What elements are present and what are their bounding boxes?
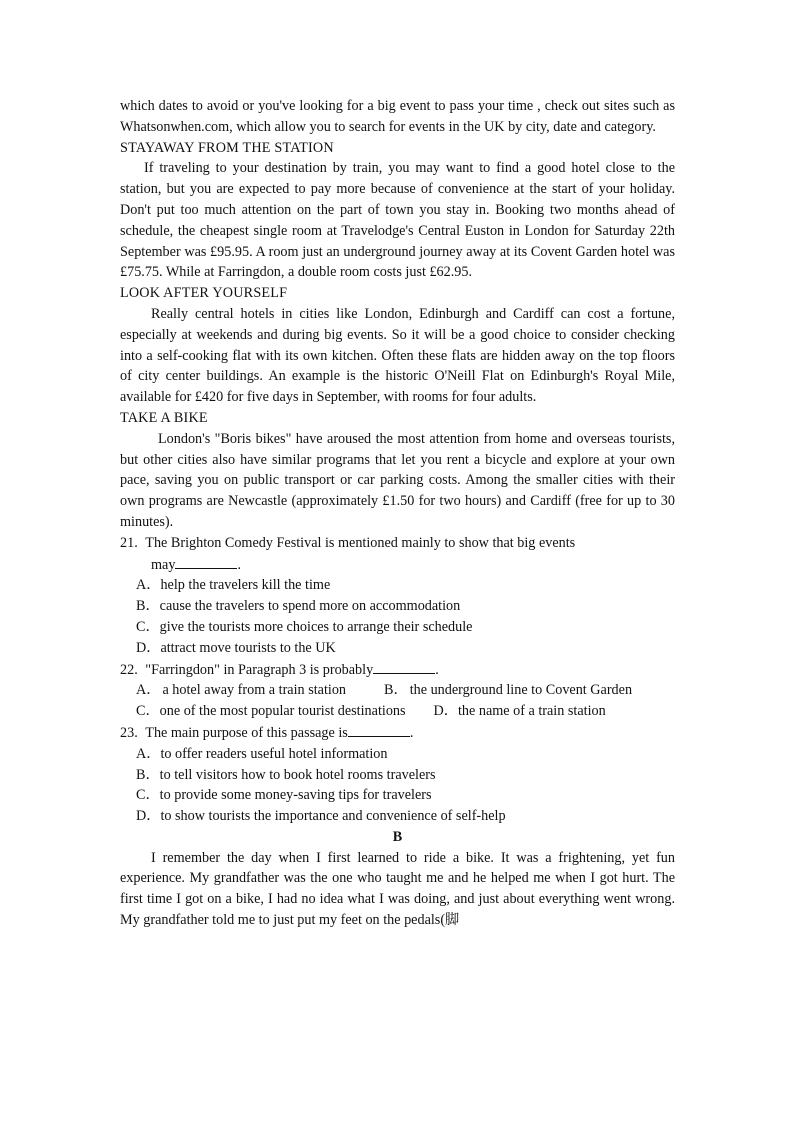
options-row-cd [120, 701, 675, 722]
option-letter: B． [384, 682, 408, 699]
options-row-ab [120, 680, 675, 701]
section-heading-bike: TAKE A BIKE [120, 409, 208, 426]
option-c[interactable] [120, 785, 675, 806]
option-letter: C． [136, 618, 160, 635]
option-b[interactable] [384, 682, 632, 698]
section-letter-b: B [392, 828, 403, 845]
option-letter: C． [136, 787, 160, 804]
option-c[interactable] [136, 703, 406, 719]
question-stem [120, 722, 675, 744]
option-text: to offer readers useful hotel information [160, 745, 388, 762]
option-text: give the tourists more choices to arrange their schedule [159, 618, 473, 635]
option-b[interactable] [120, 765, 675, 786]
section-text-bike: London's "Boris bikes" have aroused the most attention from home and overseas tourists, but other cities also have similar programs that let you rent a bicycle and explore at your own pace, saving you on public transport or car parking costs. Among the smaller cities with their own programs are Newcastle (approximately £1.50 for two hours) and Cardiff (free for up to 30 minutes). [120, 430, 675, 530]
option-a[interactable] [120, 744, 675, 765]
option-letter: A． [136, 682, 161, 699]
option-letter: D． [433, 703, 458, 720]
option-letter: B． [136, 598, 160, 615]
question-stem-text: The Brighton Comedy Festival is mentioned mainly to show that big events [145, 534, 576, 551]
question-number: 23. [120, 724, 138, 741]
option-a[interactable] [136, 682, 346, 698]
option-text: to show tourists the importance and convenience of self-help [160, 808, 506, 825]
stem-end: . [409, 724, 414, 741]
option-d[interactable] [434, 703, 606, 719]
question-stem-text: "Farringdon" in Paragraph 3 is probably [145, 661, 374, 678]
option-letter: B． [136, 766, 160, 783]
question-number: 22. [120, 661, 138, 678]
question-21 [120, 533, 675, 659]
question-22 [120, 659, 675, 722]
option-letter: A． [136, 577, 161, 594]
question-stem-text: The main purpose of this passage is [145, 724, 348, 741]
option-c[interactable] [120, 617, 675, 638]
section-text-look-after: Really central hotels in cities like London, Edinburgh and Cardiff can cost a fortune, especially at weekends and during big events. So it will be a good choice to consider checking into a self-cooking flat with its own kitchen. Often these flats are hidden away on the top floors of city center buildings. An example is the historic O'Neill Flat on Edinburgh's Royal Mile, available for £420 for five days in September, with rooms for four adults. [120, 305, 675, 406]
document-page [120, 96, 675, 931]
intro-paragraph: which dates to avoid or you've looking for a big event to pass your time , check out sites such as Whatsonwhen.com, which allow you to search for events in the UK by city, date and category. [120, 98, 675, 135]
answer-blank[interactable] [175, 554, 237, 569]
stem-end: . [237, 556, 241, 573]
passage-b-text: I remember the day when I first learned to ride a bike. It was a frightening, yet fun experience. My grandfather was the one who taught me and he helped me when I got hurt. The first time I got on a bike, I had no idea what I was doing, and just about everything went wrong. My grandfather told me to just put my feet on the pedals(脚 [120, 849, 675, 929]
option-text: attract move tourists to the UK [160, 639, 336, 656]
answer-blank[interactable] [373, 659, 435, 674]
question-stem [120, 533, 675, 554]
option-letter: D． [136, 808, 161, 825]
question-23 [120, 722, 675, 827]
option-text: to tell visitors how to book hotel rooms travelers [159, 766, 436, 783]
option-a[interactable] [120, 575, 675, 596]
option-text: a hotel away from a train station [162, 682, 347, 699]
option-text: to provide some money-saving tips for travelers [159, 787, 432, 804]
question-number: 21. [120, 534, 138, 551]
option-d[interactable] [120, 638, 675, 659]
question-stem-text-cont: may [151, 556, 176, 573]
stem-end: . [435, 661, 439, 678]
option-letter: D． [136, 639, 161, 656]
option-text: cause the travelers to spend more on accommodation [159, 598, 461, 615]
option-text: the name of a train station [457, 703, 606, 720]
option-d[interactable] [120, 806, 675, 827]
option-text: help the travelers kill the time [160, 577, 331, 594]
option-b[interactable] [120, 596, 675, 617]
option-text: the underground line to Covent Garden [409, 682, 633, 699]
question-stem [120, 659, 675, 681]
section-text-station: If traveling to your destination by train, you may want to find a good hotel close to the station, but you are expected to pay more because of convenience at the start of your holiday. Don't put too much attention on the part of town you stay in. Booking two months ahead of schedule, the cheapest single room at Travelodge's Central Euston in London for Saturday 22th September was £95.95. A room just an underground journey away at its Covent Garden hotel was £75.75. While at Farringdon, a double room costs just £62.95. [120, 160, 675, 281]
section-heading-look-after: LOOK AFTER YOURSELF [120, 285, 288, 302]
section-heading-station: STAYAWAY FROM THE STATION [120, 139, 334, 156]
option-letter: A． [136, 745, 161, 762]
option-text: one of the most popular tourist destinations [159, 703, 406, 720]
question-stem-continued [120, 554, 675, 576]
option-letter: C． [136, 703, 160, 720]
answer-blank[interactable] [348, 722, 410, 737]
